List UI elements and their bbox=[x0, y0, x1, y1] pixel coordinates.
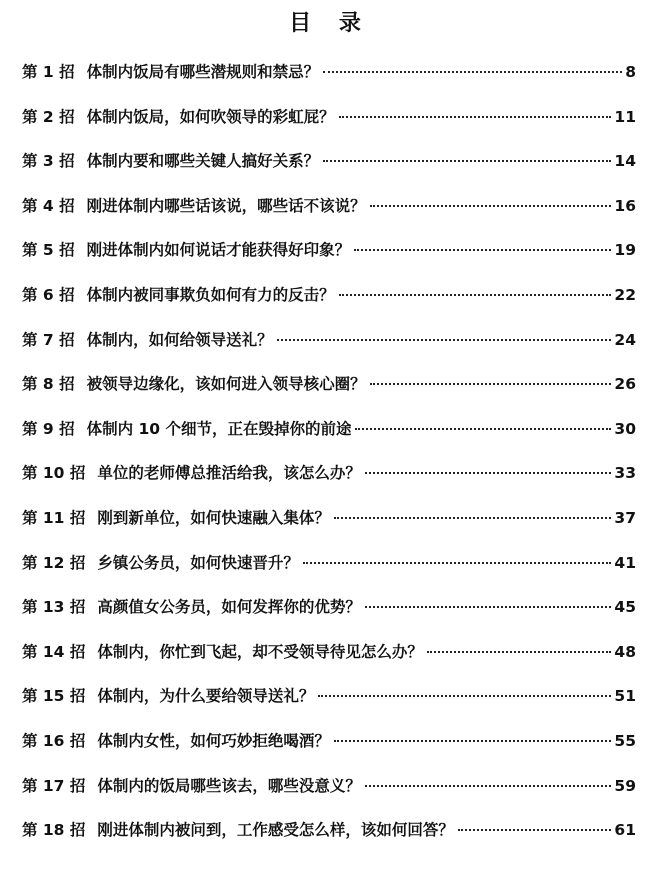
toc-entry-number: 第 4 招 bbox=[22, 196, 75, 215]
dot-leader bbox=[323, 160, 611, 162]
toc-entry-number: 第 16 招 bbox=[22, 731, 86, 750]
toc-entry[interactable] bbox=[22, 318, 636, 363]
toc-entry-number: 第 6 招 bbox=[22, 285, 75, 304]
toc-entry[interactable] bbox=[22, 808, 636, 853]
dot-leader bbox=[365, 606, 612, 608]
toc-entry-title: 体制内饭局有哪些潜规则和禁忌？ bbox=[86, 63, 320, 81]
dot-leader bbox=[334, 740, 612, 742]
toc-entry[interactable] bbox=[22, 719, 636, 764]
toc-entry-page-number: 48 bbox=[614, 642, 636, 661]
dot-leader bbox=[354, 249, 611, 251]
toc-entry-title: 体制内，如何给领导送礼？ bbox=[86, 330, 273, 349]
dot-leader bbox=[355, 428, 611, 430]
toc-entry[interactable] bbox=[22, 273, 636, 318]
toc-entry-page-number: 30 bbox=[614, 419, 636, 438]
toc-entry-number: 第 15 招 bbox=[22, 687, 86, 706]
toc-entry-page-number: 16 bbox=[614, 196, 636, 215]
toc-entry-title: 体制内被同事欺负如何有力的反击？ bbox=[86, 285, 335, 304]
toc-entry-number: 第 7 招 bbox=[22, 330, 75, 349]
toc-entry-page-number: 11 bbox=[614, 107, 636, 126]
dot-leader bbox=[365, 785, 612, 787]
toc-entry-number: 第 5 招 bbox=[22, 241, 75, 260]
toc-entry[interactable] bbox=[22, 630, 636, 675]
toc-entry[interactable] bbox=[22, 139, 636, 184]
toc-entry-title: 乡镇公务员，如何快速晋升？ bbox=[97, 553, 299, 572]
page-title: 目 录 bbox=[289, 10, 371, 36]
toc-entry-number: 第 14 招 bbox=[22, 642, 86, 661]
dot-leader bbox=[303, 562, 612, 564]
dot-leader bbox=[365, 472, 612, 474]
toc-entry-number: 第 1 招 bbox=[22, 63, 75, 81]
toc-entry-page-number: 37 bbox=[614, 508, 636, 527]
toc-entry[interactable] bbox=[22, 451, 636, 496]
toc-entry[interactable] bbox=[22, 95, 636, 140]
toc-entry[interactable] bbox=[22, 496, 636, 541]
toc-entry-title: 刚进体制内被问到，工作感受怎么样，该如何回答？ bbox=[97, 821, 454, 840]
toc-entry-title: 刚进体制内如何说话才能获得好印象？ bbox=[86, 241, 351, 260]
dot-leader bbox=[458, 829, 612, 831]
toc-entry-number: 第 12 招 bbox=[22, 553, 86, 572]
dot-leader bbox=[339, 116, 612, 118]
toc-entry-number: 第 8 招 bbox=[22, 375, 75, 394]
toc-entry[interactable] bbox=[22, 585, 636, 630]
toc-entry-number: 第 2 招 bbox=[22, 107, 75, 126]
toc-entry-page-number: 19 bbox=[614, 241, 636, 260]
toc-entry-title: 体制内，为什么要给领导送礼？ bbox=[97, 687, 315, 706]
toc-entry-title: 体制内要和哪些关键人搞好关系？ bbox=[86, 152, 320, 171]
dot-leader bbox=[318, 695, 611, 697]
toc-entry-page-number: 14 bbox=[614, 152, 636, 171]
toc-entry-title: 高颜值女公务员，如何发挥你的优势？ bbox=[97, 598, 361, 617]
toc-entry-page-number: 33 bbox=[614, 464, 636, 483]
toc-entry[interactable] bbox=[22, 674, 636, 719]
toc-entry-title: 单位的老师傅总推活给我，该怎么办？ bbox=[97, 464, 361, 483]
toc-entry-title: 体制内饭局，如何吹领导的彩虹屁？ bbox=[86, 107, 335, 126]
toc-entry-number: 第 17 招 bbox=[22, 776, 86, 795]
toc-entry-page-number: 59 bbox=[614, 776, 636, 795]
dot-leader bbox=[427, 651, 612, 653]
dot-leader bbox=[370, 383, 612, 385]
toc-entry-page-number: 55 bbox=[614, 731, 636, 750]
toc-entry-page-number: 61 bbox=[614, 821, 636, 840]
toc-entry-number: 第 11 招 bbox=[22, 508, 86, 527]
toc-entry-title: 体制内，你忙到飞起，却不受领导待见怎么办？ bbox=[97, 642, 423, 661]
table-of-contents bbox=[22, 50, 636, 853]
toc-entry-page-number: 22 bbox=[614, 285, 636, 304]
toc-entry-number: 第 3 招 bbox=[22, 152, 75, 171]
toc-entry-page-number: 45 bbox=[614, 598, 636, 617]
toc-entry-number: 第 10 招 bbox=[22, 464, 86, 483]
toc-entry[interactable] bbox=[22, 362, 636, 407]
dot-leader bbox=[277, 339, 612, 341]
dot-leader bbox=[339, 294, 612, 296]
toc-entry-title: 体制内 10 个细节，正在毁掉你的前途 bbox=[86, 419, 352, 438]
toc-entry-number: 第 18 招 bbox=[22, 821, 86, 840]
toc-entry-page-number: 51 bbox=[614, 687, 636, 706]
toc-entry-title: 体制内女性，如何巧妙拒绝喝酒？ bbox=[97, 731, 330, 750]
toc-entry-title: 被领导边缘化，该如何进入领导核心圈？ bbox=[86, 375, 366, 394]
toc-entry-title: 刚到新单位，如何快速融入集体？ bbox=[97, 508, 330, 527]
dot-leader bbox=[334, 517, 612, 519]
toc-entry[interactable] bbox=[22, 764, 636, 809]
toc-entry[interactable] bbox=[22, 407, 636, 452]
toc-entry-number: 第 9 招 bbox=[22, 419, 75, 438]
dot-leader bbox=[370, 205, 612, 207]
toc-entry[interactable] bbox=[22, 228, 636, 273]
toc-entry-title: 体制内的饭局哪些该去，哪些没意义？ bbox=[97, 776, 361, 795]
toc-entry[interactable] bbox=[22, 184, 636, 229]
toc-entry-title: 刚进体制内哪些话该说，哪些话不该说？ bbox=[86, 196, 366, 215]
toc-entry[interactable] bbox=[22, 541, 636, 586]
dot-leader bbox=[323, 71, 622, 73]
toc-entry-page-number: 26 bbox=[614, 375, 636, 394]
toc-entry[interactable] bbox=[22, 50, 636, 95]
toc-entry-page-number: 8 bbox=[625, 63, 636, 81]
toc-entry-page-number: 41 bbox=[614, 553, 636, 572]
toc-entry-number: 第 13 招 bbox=[22, 598, 86, 617]
toc-entry-page-number: 24 bbox=[614, 330, 636, 349]
